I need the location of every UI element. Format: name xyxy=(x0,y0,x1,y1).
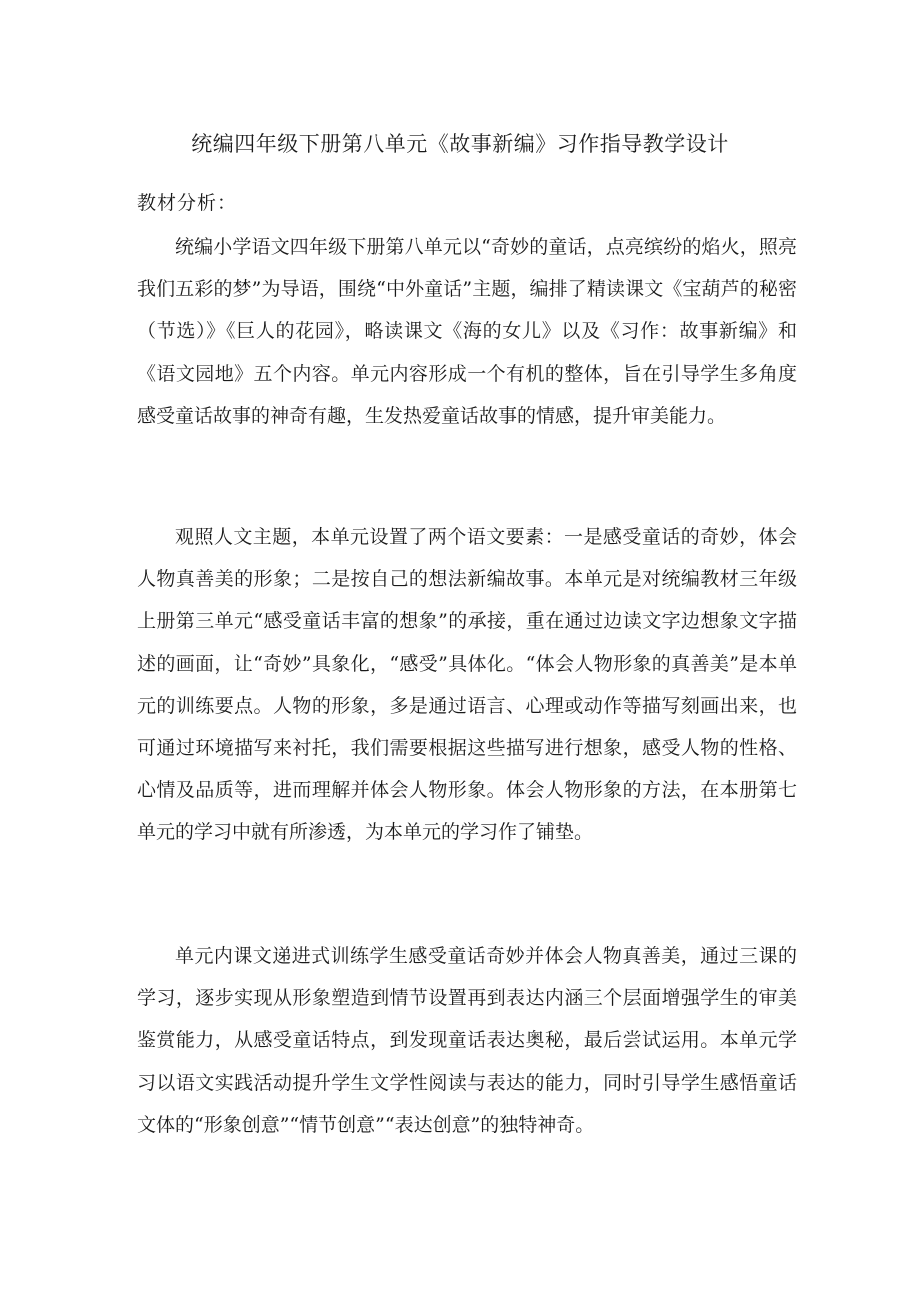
paragraph-3: 单元内课文递进式训练学生感受童话奇妙并体会人物真善美，通过三课的学习，逐步实现从形象塑造到情节设置再到表达内涵三个层面增强学生的审美鉴赏能力，从感受童话特点，到发现童话表达奥秘，最后尝试运用。本单元学习以语文实践活动提升学生文学性阅读与表达的能力，同时引导学生感悟童话文体的“形象创意”“情节创意”“表达创意”的独特神奇。 xyxy=(137,945,797,1136)
section-heading: 教材分析： xyxy=(137,192,238,214)
paragraph-1: 统编小学语文四年级下册第八单元以“奇妙的童话，点亮缤纷的焰火，照亮我们五彩的梦”为导语，围绕“中外童话”主题，编排了精读课文《宝葫芦的秘密（节选）》《巨人的花园》，略读课文《海的女儿》以及《习作：故事新编》和《语文园地》五个内容。单元内容形成一个有机的整体，旨在引导学生多角度感受童话故事的神奇有趣，生发热爱童话故事的情感，提升审美能力。 xyxy=(137,236,797,427)
document-title: 统编四年级下册第八单元《故事新编》习作指导教学设计 xyxy=(191,132,729,156)
paragraph-2: 观照人文主题，本单元设置了两个语文要素：一是感受童话的奇妙，体会人物真善美的形象；二是按自己的想法新编故事。本单元是对统编教材三年级上册第三单元“感受童话丰富的想象”的承接，重在通过边读文字边想象文字描述的画面，让“奇妙”具象化，“感受”具体化。“体会人物形象的真善美”是本单元的训练要点。人物的形象，多是通过语言、心理或动作等描写刻画出来，也可通过环境描写来衬托，我们需要根据这些描写进行想象，感受人物的性格、心情及品质等，进而理解并体会人物形象。体会人物形象的方法，在本册第七单元的学习中就有所渗透，为本单元的学习作了铺垫。 xyxy=(137,526,797,844)
